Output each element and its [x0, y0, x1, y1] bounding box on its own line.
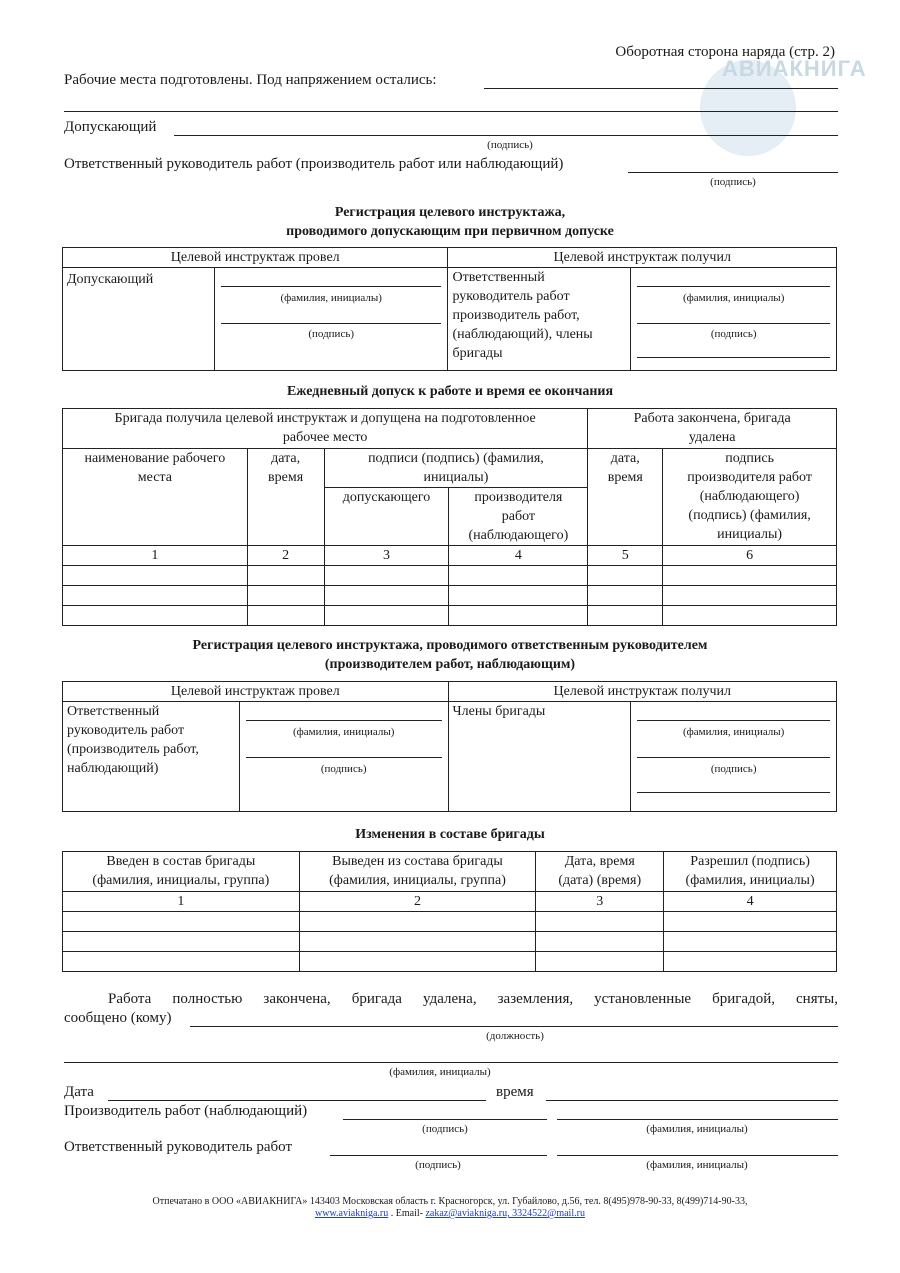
col-admitting: допускающего — [324, 488, 449, 546]
col-conducted: Целевой инструктаж провел — [63, 248, 448, 268]
page-label: Оборотная сторона наряда (стр. 2) — [615, 44, 835, 60]
num-5: 5 — [588, 546, 663, 566]
col-workplace — [63, 449, 248, 546]
col-date2 — [588, 449, 663, 546]
receiver-l3: производитель работ, — [452, 308, 580, 323]
s4-num-3: 3 — [536, 892, 664, 912]
num-3: 3 — [324, 546, 449, 566]
col-sigs — [324, 449, 588, 488]
receiver-l4: (наблюдающий), члены — [452, 327, 593, 342]
s4-c1-l1: Введен в состав бригады — [106, 854, 256, 869]
completion-to-whom: сообщено (кому) — [64, 1010, 172, 1026]
admitting-line — [174, 135, 838, 136]
section1-title — [0, 203, 900, 241]
name-line — [64, 1062, 838, 1063]
position-caption: (должность) — [486, 1030, 544, 1042]
section2-table — [62, 408, 837, 626]
table-row[interactable] — [63, 586, 837, 606]
conductor-sign-cell[interactable] — [214, 268, 448, 371]
s4-num-2: 2 — [299, 892, 536, 912]
s4-c2-l2: (фамилия, инициалы, группа) — [329, 873, 506, 888]
col-sign6-l5: инициалы) — [717, 527, 783, 542]
s3-conductor-sign-cell[interactable] — [239, 702, 448, 812]
num-6: 6 — [663, 546, 837, 566]
col-producer-l2: работ — [501, 509, 536, 524]
s3-conductor-l1: Ответственный — [67, 704, 160, 719]
s4-c2 — [299, 852, 536, 892]
sign-caption-2: (подпись) — [710, 328, 757, 340]
col-sign6-l3: (наблюдающего) — [699, 489, 800, 504]
s4-c3-l1: Дата, время — [564, 854, 635, 869]
footer-imprint: Отпечатано в ООО «АВИАКНИГА» 143403 Московская область г. Красногорск, ул. Губайлово, д.56, тел. 8(495)978-90-33, 8(499)714-90-33, — [152, 1196, 748, 1207]
s3-conductor-l3: (производитель работ, — [67, 742, 199, 757]
section3-title — [0, 636, 900, 674]
date-label: Дата — [64, 1084, 94, 1100]
col-sign6-l4: (подпись) (фамилия, — [688, 508, 811, 523]
admitting-text: Допускающий — [67, 272, 154, 287]
section3-table — [62, 681, 837, 812]
admitting-label: Допускающий — [64, 119, 157, 135]
receiver-l5: бригады — [452, 346, 503, 361]
receiver-l2: руководитель работ — [452, 289, 570, 304]
s4-num-4: 4 — [664, 892, 837, 912]
s4-c1 — [63, 852, 300, 892]
s3-conductor-l4: наблюдающий) — [67, 761, 159, 776]
right-head-l2: удалена — [688, 430, 736, 445]
section1-title-l1: Регистрация целевого инструктажа, — [334, 205, 566, 220]
left-head-l2: рабочее место — [282, 430, 368, 445]
col-sigs-l1: подписи (подпись) (фамилия, — [368, 451, 544, 466]
s4-num-1: 1 — [63, 892, 300, 912]
col-producer-l1: производителя — [474, 490, 563, 505]
producer-label: Производитель работ (наблюдающий) — [64, 1103, 308, 1119]
manager-sign-caption: (подпись) — [415, 1159, 461, 1171]
table-row[interactable] — [63, 932, 837, 952]
num-4: 4 — [449, 546, 588, 566]
col-date-l2: время — [268, 470, 304, 485]
producer-name-caption: (фамилия, инициалы) — [646, 1123, 748, 1135]
manager-label: Ответственный руководитель работ — [64, 1139, 293, 1155]
producer-sign-line — [343, 1119, 547, 1120]
signature-caption-2: (подпись) — [710, 176, 756, 188]
footer-contacts — [0, 1208, 900, 1219]
site-link[interactable]: www.aviakniga.ru — [315, 1208, 389, 1219]
col-date2-l2: время — [607, 470, 643, 485]
s3-conductor-cell — [63, 702, 240, 812]
section3-title-l1: Регистрация целевого инструктажа, проводимого ответственным руководителем — [192, 638, 708, 653]
col-sign6-l1: подпись — [725, 451, 774, 466]
col-producer — [449, 488, 588, 546]
section4-title: Изменения в составе бригады — [355, 827, 545, 842]
s4-c4-l2: (фамилия, инициалы) — [685, 873, 815, 888]
section4-table — [62, 851, 837, 972]
to-whom-line — [190, 1026, 838, 1027]
s3-members-cell — [448, 702, 631, 812]
name-caption-2: (фамилия, инициалы) — [682, 292, 785, 304]
col-producer-l3: (наблюдающего) — [468, 528, 569, 543]
s3-col-conducted: Целевой инструктаж провел — [63, 682, 449, 702]
s3-name-caption: (фамилия, инициалы) — [292, 726, 395, 738]
s4-c3-l2: (дата) (время) — [558, 873, 642, 888]
admitting-cell — [63, 268, 215, 371]
manager-name-caption: (фамилия, инициалы) — [646, 1159, 748, 1171]
receiver-cell — [448, 268, 631, 371]
col-workplace-l1: наименование рабочего — [84, 451, 226, 466]
s4-c1-l2: (фамилия, инициалы, группа) — [92, 873, 270, 888]
energized-line-2 — [64, 111, 838, 112]
manager-name-line — [557, 1155, 838, 1156]
completion-text: Работа полностью закончена, бригада удалена, заземления, установленные бригадой, сняты, — [108, 991, 838, 1007]
s3-sign-caption: (подпись) — [320, 763, 367, 775]
s3-conductor-l2: руководитель работ — [67, 723, 185, 738]
responsible-manager-line — [628, 172, 838, 173]
right-head — [588, 409, 837, 449]
num-2: 2 — [247, 546, 324, 566]
s4-c3 — [536, 852, 664, 892]
s4-c4 — [664, 852, 837, 892]
table-row[interactable] — [63, 606, 837, 626]
s3-sign-caption-2: (подпись) — [710, 763, 757, 775]
section1-table — [62, 247, 837, 371]
col-date2-l1: дата, — [610, 451, 640, 466]
section1-title-l2: проводимого допускающим при первичном допуске — [286, 224, 614, 239]
left-head — [63, 409, 588, 449]
col-workplace-l2: места — [137, 470, 172, 485]
receiver-sign-cell[interactable] — [631, 268, 837, 371]
responsible-manager-label: Ответственный руководитель работ (производитель работ или наблюдающий) — [64, 156, 564, 172]
table-row[interactable] — [63, 952, 837, 972]
energized-line — [484, 88, 838, 89]
s4-c4-l1: Разрешил (подпись) — [690, 854, 810, 869]
receiver-l1: Ответственный — [452, 270, 545, 285]
col-sigs-l2: инициалы) — [423, 470, 489, 485]
s3-members: Члены бригады — [452, 704, 546, 719]
s4-c2-l1: Выведен из состава бригады — [332, 854, 503, 869]
time-line — [546, 1100, 838, 1101]
section3-title-l2: (производителем работ, наблюдающим) — [324, 657, 576, 672]
name-caption: (фамилия, инициалы) — [280, 292, 382, 304]
time-label: время — [496, 1084, 534, 1100]
watermark-text: АВИАКНИГА — [722, 56, 867, 81]
s3-name-caption-2: (фамилия, инициалы) — [682, 726, 785, 738]
s3-members-sign-cell[interactable] — [631, 702, 837, 812]
right-head-l1: Работа закончена, бригада — [633, 411, 791, 426]
col-received: Целевой инструктаж получил — [448, 248, 837, 268]
name-caption: (фамилия, инициалы) — [389, 1066, 491, 1078]
signature-caption: (подпись) — [487, 139, 533, 151]
workplaces-prepared-label: Рабочие места подготовлены. Под напряжением остались: — [64, 72, 437, 88]
col-sign6 — [663, 449, 837, 546]
date-line — [108, 1100, 486, 1101]
col-date — [247, 449, 324, 546]
table-row[interactable] — [63, 566, 837, 586]
section2-title: Ежедневный допуск к работе и время ее окончания — [286, 384, 614, 399]
s3-col-received: Целевой инструктаж получил — [448, 682, 836, 702]
col-date-l1: дата, — [271, 451, 301, 466]
producer-sign-caption: (подпись) — [422, 1123, 468, 1135]
producer-name-line — [557, 1119, 838, 1120]
col-sign6-l2: производителя работ — [687, 470, 812, 485]
manager-sign-line — [330, 1155, 547, 1156]
table-row[interactable] — [63, 912, 837, 932]
email-label: . Email- — [388, 1208, 426, 1219]
sign-caption: (подпись) — [308, 328, 355, 340]
email-link[interactable]: zakaz@aviakniga.ru, 3324522@mail.ru — [425, 1208, 585, 1219]
left-head-l1: Бригада получила целевой инструктаж и допущена на подготовленное — [114, 411, 536, 426]
num-1: 1 — [63, 546, 248, 566]
